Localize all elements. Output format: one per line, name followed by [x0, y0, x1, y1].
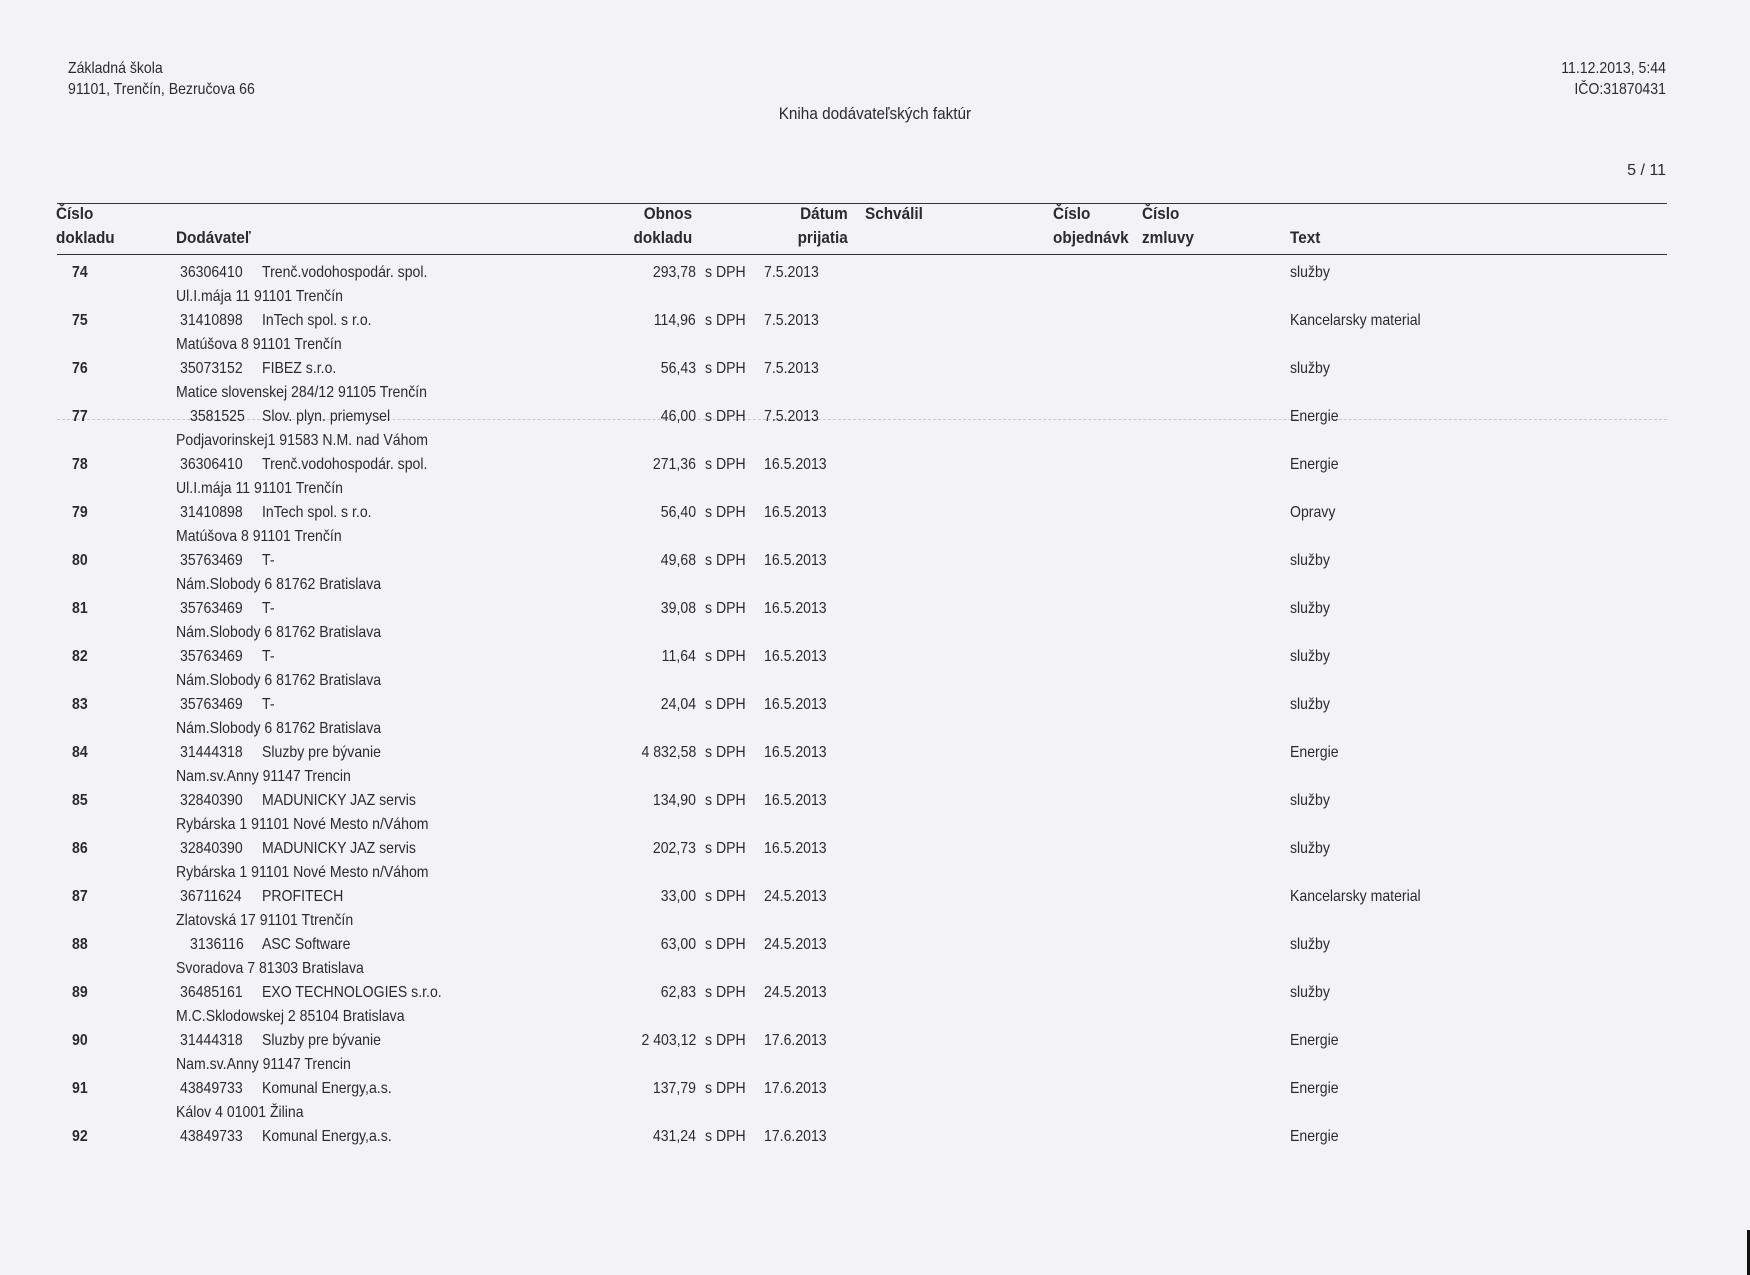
row-supplier-address: Nám.Slobody 6 81762 Bratislava: [176, 720, 382, 737]
row-supplier-ico: 43849733: [180, 1128, 243, 1145]
row-text: Opravy: [1290, 504, 1336, 521]
row-supplier-ico: 31410898: [180, 312, 243, 329]
row-supplier-address: Nám.Slobody 6 81762 Bratislava: [176, 672, 382, 689]
row-amount: 24,04: [660, 696, 696, 713]
row-supplier-address: Ul.I.mája 11 91101 Trenčín: [176, 480, 343, 497]
row-vat-flag: s DPH: [705, 264, 746, 281]
table-row: [0, 408, 1750, 456]
row-text: služby: [1290, 264, 1330, 281]
row-vat-flag: s DPH: [705, 408, 746, 425]
col-header-cislo-dokladu: Číslo dokladu: [56, 204, 115, 247]
row-supplier-ico: 35763469: [180, 696, 243, 713]
row-doc-number: 91: [72, 1080, 88, 1097]
row-supplier-ico: 31444318: [180, 1032, 243, 1049]
row-date-received: 24.5.2013: [764, 888, 827, 905]
row-date-received: 17.6.2013: [764, 1128, 827, 1145]
row-supplier-ico: 35763469: [180, 600, 243, 617]
school-name: Základná škola: [68, 60, 163, 77]
table-row: [0, 744, 1750, 792]
row-supplier-address: Podjavorinskej1 91583 N.M. nad Váhom: [176, 432, 429, 449]
row-doc-number: 88: [72, 936, 88, 953]
col-header-datum: Dátum prijatia: [797, 204, 848, 247]
row-date-received: 24.5.2013: [764, 984, 827, 1001]
row-doc-number: 79: [72, 504, 88, 521]
row-amount: 2 403,12: [641, 1032, 696, 1049]
row-amount: 137,79: [652, 1080, 696, 1097]
row-date-received: 16.5.2013: [764, 504, 827, 521]
table-row: [0, 840, 1750, 888]
row-vat-flag: s DPH: [705, 504, 746, 521]
row-date-received: 24.5.2013: [764, 936, 827, 953]
row-supplier-ico: 36306410: [180, 456, 243, 473]
row-doc-number: 76: [72, 360, 88, 377]
row-doc-number: 92: [72, 1128, 88, 1145]
row-date-received: 16.5.2013: [764, 840, 827, 857]
row-vat-flag: s DPH: [705, 312, 746, 329]
row-vat-flag: s DPH: [705, 1032, 746, 1049]
row-date-received: 7.5.2013: [764, 264, 819, 281]
row-supplier-name: Komunal Energy,a.s.: [262, 1128, 392, 1145]
row-doc-number: 74: [72, 264, 88, 281]
row-doc-number: 82: [72, 648, 88, 665]
table-row: [0, 936, 1750, 984]
row-vat-flag: s DPH: [705, 360, 746, 377]
row-supplier-name: T-: [262, 600, 275, 617]
row-text: služby: [1290, 360, 1330, 377]
row-vat-flag: s DPH: [705, 1080, 746, 1097]
row-doc-number: 80: [72, 552, 88, 569]
row-date-received: 16.5.2013: [764, 648, 827, 665]
row-amount: 56,43: [660, 360, 696, 377]
row-text: Kancelarsky material: [1290, 888, 1421, 905]
row-supplier-ico: 43849733: [180, 1080, 243, 1097]
row-doc-number: 84: [72, 744, 88, 761]
col-header-obnos: Obnos dokladu: [633, 204, 692, 247]
table-row: [0, 552, 1750, 600]
table-row: [0, 792, 1750, 840]
row-supplier-ico: 35763469: [180, 552, 243, 569]
row-supplier-ico: 31444318: [180, 744, 243, 761]
table-row: [0, 696, 1750, 744]
row-supplier-ico: 32840390: [180, 792, 243, 809]
row-supplier-address: Nám.Slobody 6 81762 Bratislava: [176, 576, 382, 593]
row-supplier-address: Nám.Slobody 6 81762 Bratislava: [176, 624, 382, 641]
row-supplier-ico: 32840390: [180, 840, 243, 857]
row-date-received: 16.5.2013: [764, 552, 827, 569]
row-supplier-ico: 3136116: [190, 936, 244, 953]
row-date-received: 16.5.2013: [764, 456, 827, 473]
table-row: [0, 360, 1750, 408]
row-supplier-name: T-: [262, 696, 275, 713]
row-text: Energie: [1290, 744, 1339, 761]
row-text: Energie: [1290, 456, 1339, 473]
row-date-received: 16.5.2013: [764, 744, 827, 761]
col-header-zmluvy: Číslo zmluvy: [1142, 204, 1194, 247]
row-amount: 63,00: [660, 936, 696, 953]
row-supplier-name: FIBEZ s.r.o.: [262, 360, 337, 377]
row-amount: 11,64: [661, 648, 696, 665]
row-supplier-name: Komunal Energy,a.s.: [262, 1080, 392, 1097]
row-amount: 114,96: [653, 312, 696, 329]
row-supplier-address: Svoradova 7 81303 Bratislava: [176, 960, 364, 977]
row-doc-number: 87: [72, 888, 88, 905]
row-amount: 431,24: [652, 1128, 696, 1145]
row-vat-flag: s DPH: [705, 600, 746, 617]
row-vat-flag: s DPH: [705, 552, 746, 569]
page-title: Kniha dodávateľských faktúr: [778, 104, 972, 123]
row-amount: 49,68: [660, 552, 696, 569]
row-vat-flag: s DPH: [705, 792, 746, 809]
row-amount: 4 832,58: [641, 744, 696, 761]
row-supplier-ico: 36485161: [180, 984, 243, 1001]
row-supplier-name: Slov. plyn. priemysel: [262, 408, 391, 425]
table-row: [0, 600, 1750, 648]
row-supplier-address: Matice slovenskej 284/12 91105 Trenčín: [176, 384, 427, 401]
row-amount: 62,83: [660, 984, 696, 1001]
row-doc-number: 83: [72, 696, 88, 713]
col-header-dodavatel: Dodávateľ: [176, 228, 251, 247]
row-vat-flag: s DPH: [705, 456, 746, 473]
row-amount: 293,78: [652, 264, 696, 281]
table-row: [0, 888, 1750, 936]
table-header-rule: [57, 254, 1667, 255]
row-doc-number: 81: [72, 600, 88, 617]
row-text: služby: [1290, 600, 1330, 617]
row-supplier-address: Matúšova 8 91101 Trenčín: [176, 528, 342, 545]
row-text: Energie: [1290, 1128, 1339, 1145]
row-text: služby: [1290, 936, 1330, 953]
row-supplier-ico: 35763469: [180, 648, 243, 665]
row-supplier-address: Nam.sv.Anny 91147 Trencin: [176, 768, 351, 785]
row-date-received: 17.6.2013: [764, 1032, 827, 1049]
report-datetime: 11.12.2013, 5:44: [1561, 60, 1666, 77]
row-doc-number: 75: [72, 312, 88, 329]
row-amount: 39,08: [660, 600, 696, 617]
ico-number: IČO:31870431: [1574, 81, 1666, 98]
row-text: služby: [1290, 552, 1330, 569]
table-row: [0, 984, 1750, 1032]
row-amount: 33,00: [660, 888, 696, 905]
row-amount: 134,90: [652, 792, 696, 809]
col-header-text: Text: [1290, 228, 1321, 247]
row-supplier-name: PROFITECH: [262, 888, 344, 905]
row-date-received: 16.5.2013: [764, 696, 827, 713]
row-doc-number: 90: [72, 1032, 88, 1049]
row-supplier-name: Sluzby pre bývanie: [262, 744, 381, 761]
row-text: služby: [1290, 696, 1330, 713]
row-date-received: 16.5.2013: [764, 792, 827, 809]
row-supplier-name: MADUNICKY JAZ servis: [262, 792, 416, 809]
row-doc-number: 89: [72, 984, 88, 1001]
row-supplier-name: Sluzby pre bývanie: [262, 1032, 381, 1049]
row-doc-number: 77: [72, 408, 88, 425]
row-supplier-ico: 35073152: [180, 360, 243, 377]
table-row: [0, 1128, 1750, 1176]
page-title-block: [0, 104, 1750, 124]
row-supplier-name: T-: [262, 552, 275, 569]
table-row: [0, 1080, 1750, 1128]
row-supplier-address: Rybárska 1 91101 Nové Mesto n/Váhom: [176, 816, 429, 833]
row-text: Energie: [1290, 408, 1339, 425]
row-vat-flag: s DPH: [705, 888, 746, 905]
table-row: [0, 648, 1750, 696]
row-text: Kancelarsky material: [1290, 312, 1421, 329]
row-date-received: 16.5.2013: [764, 600, 827, 617]
table-row: [0, 1032, 1750, 1080]
row-vat-flag: s DPH: [705, 936, 746, 953]
row-vat-flag: s DPH: [705, 744, 746, 761]
row-supplier-name: Trenč.vodohospodár. spol.: [262, 264, 428, 281]
row-doc-number: 86: [72, 840, 88, 857]
row-date-received: 7.5.2013: [764, 312, 819, 329]
row-amount: 56,40: [660, 504, 696, 521]
row-supplier-name: ASC Software: [262, 936, 351, 953]
row-text: služby: [1290, 840, 1330, 857]
row-vat-flag: s DPH: [705, 984, 746, 1001]
row-text: služby: [1290, 648, 1330, 665]
table-row: [0, 504, 1750, 552]
row-supplier-ico: 36306410: [180, 264, 243, 281]
row-text: služby: [1290, 984, 1330, 1001]
row-supplier-address: Matúšova 8 91101 Trenčín: [176, 336, 342, 353]
row-supplier-name: MADUNICKY JAZ servis: [262, 840, 416, 857]
row-supplier-ico: 36711624: [180, 888, 242, 905]
row-supplier-name: T-: [262, 648, 275, 665]
row-vat-flag: s DPH: [705, 648, 746, 665]
row-amount: 202,73: [652, 840, 696, 857]
table-row: [0, 456, 1750, 504]
table-row: [0, 312, 1750, 360]
row-supplier-name: EXO TECHNOLOGIES s.r.o.: [262, 984, 442, 1001]
page-number: 5 / 11: [1627, 162, 1666, 179]
table-row: [0, 264, 1750, 312]
row-supplier-address: Kálov 4 01001 Žilina: [176, 1104, 304, 1121]
row-supplier-name: InTech spol. s r.o.: [262, 312, 372, 329]
row-supplier-address: Zlatovská 17 91101 Ttrenčín: [176, 912, 354, 929]
row-supplier-ico: 3581525: [190, 408, 245, 425]
row-text: Energie: [1290, 1032, 1339, 1049]
col-header-schvalil: Schválil: [865, 204, 923, 223]
school-info: [68, 58, 255, 100]
row-supplier-address: Rybárska 1 91101 Nové Mesto n/Váhom: [176, 864, 429, 881]
row-amount: 271,36: [652, 456, 696, 473]
row-amount: 46,00: [660, 408, 696, 425]
row-supplier-address: M.C.Sklodowskej 2 85104 Bratislava: [176, 1008, 405, 1025]
row-text: Energie: [1290, 1080, 1339, 1097]
row-supplier-address: Ul.I.mája 11 91101 Trenčín: [176, 288, 343, 305]
row-vat-flag: s DPH: [705, 696, 746, 713]
row-date-received: 7.5.2013: [764, 408, 819, 425]
row-supplier-name: InTech spol. s r.o.: [262, 504, 372, 521]
table-top-rule: [57, 203, 1667, 204]
row-doc-number: 85: [72, 792, 88, 809]
row-date-received: 7.5.2013: [764, 360, 819, 377]
row-supplier-address: Nam.sv.Anny 91147 Trencin: [176, 1056, 351, 1073]
row-vat-flag: s DPH: [705, 840, 746, 857]
row-date-received: 17.6.2013: [764, 1080, 827, 1097]
row-vat-flag: s DPH: [705, 1128, 746, 1145]
row-text: služby: [1290, 792, 1330, 809]
school-address: 91101, Trenčín, Bezručova 66: [68, 81, 255, 98]
row-supplier-ico: 31410898: [180, 504, 243, 521]
row-supplier-name: Trenč.vodohospodár. spol.: [262, 456, 428, 473]
col-header-objednavky: Číslo objednávk: [1053, 204, 1129, 247]
report-meta: [1561, 58, 1666, 100]
row-doc-number: 78: [72, 456, 88, 473]
